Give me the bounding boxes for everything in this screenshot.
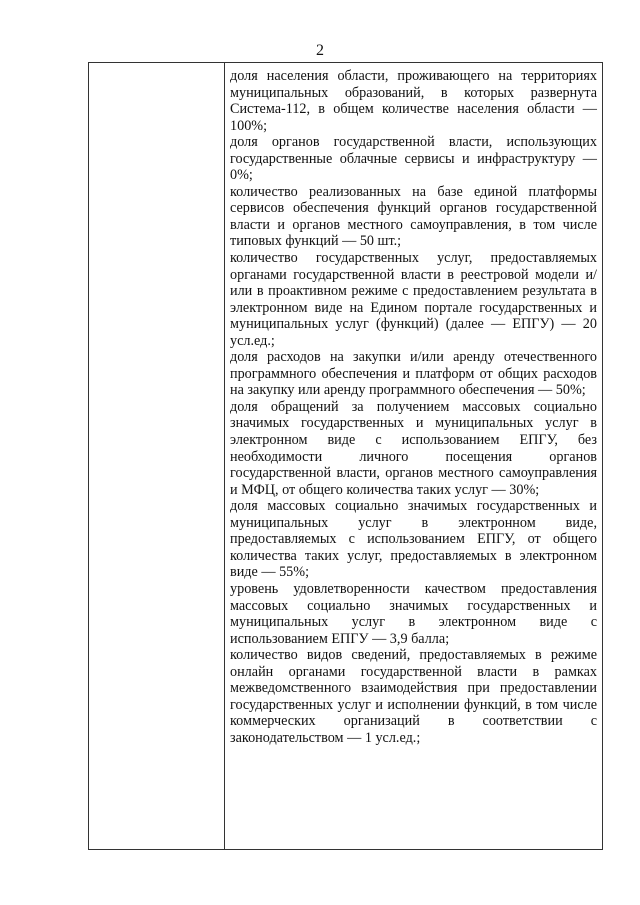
indicator-paragraph: доля массовых социально значимых государственных и муниципальных услуг в электронном виде, предоставляемых с использованием ЕПГУ, от общего количества таких услуг, предоставляемых в электронном виде — 55%; — [230, 498, 597, 581]
indicator-paragraph: доля населения области, проживающего на территориях муниципальных образований, в которых развернута Система-112, в общем количестве населения области — 100%; — [230, 68, 597, 134]
indicator-paragraph: количество видов сведений, предоставляемых в режиме онлайн органами государственной власти в рамках межведомственного взаимодействия при предоставлении государственных услуг и исполнении функций, в том числе коммерческих организаций в соответствии с законодательством — 1 усл.ед.; — [230, 647, 597, 746]
indicator-paragraph: доля обращений за получением массовых социально значимых государственных и муниципальных услуг в электронном виде с использованием ЕПГУ, без необходимости личного посещения органов государственной власти, органов местного самоуправления и МФЦ, от общего количества таких услуг — 30%; — [230, 398, 597, 498]
page-number: 2 — [316, 42, 324, 59]
table-border-right — [602, 63, 603, 849]
indicators-cell — [230, 68, 597, 746]
indicator-paragraph: доля органов государственной власти, использующих государственные облачные сервисы и инфраструктуру — 0%; — [230, 134, 597, 184]
indicator-paragraph: доля расходов на закупки и/или аренду отечественного программного обеспечения и платформ от общих расходов на закупку или аренду программного обеспечения — 50%; — [230, 349, 597, 399]
indicators-table — [88, 62, 603, 850]
table-column-divider — [224, 63, 225, 849]
indicator-paragraph: количество государственных услуг, предоставляемых органами государственной власти в реестровой модели и/или в проактивном режиме с предоставлением результата в электронном виде на Едином портале государственных и муниципальных услуг (функций) (далее — ЕПГУ) — 20 усл.ед.; — [230, 250, 597, 349]
indicator-paragraph: количество реализованных на базе единой платформы сервисов обеспечения функций органов государственной власти и органов местного самоуправления, в том числе типовых функций — 50 шт.; — [230, 183, 597, 250]
table-border-left — [88, 63, 89, 849]
indicator-paragraph: уровень удовлетворенности качеством предоставления массовых социально значимых государственных и муниципальных услуг в электронном виде с использованием ЕПГУ — 3,9 балла; — [230, 580, 597, 647]
